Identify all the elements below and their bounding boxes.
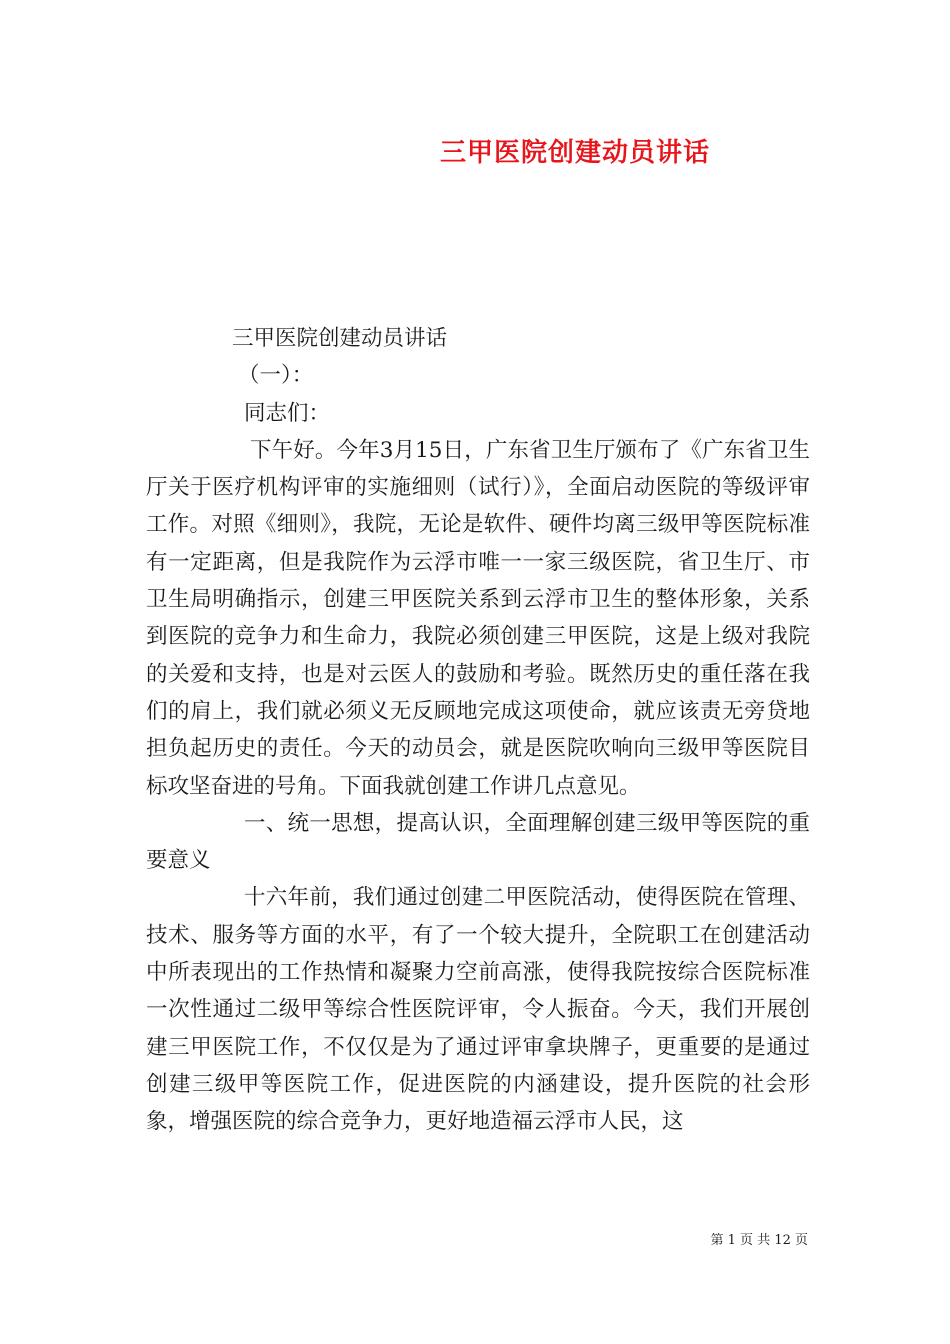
section-marker: （一）： bbox=[238, 363, 314, 389]
paragraph: 十六年前，我们通过创建二甲医院活动，使得医院在管理、技术、服务等方面的水平，有了一个较大提升，全院职工在创建活动中所表现出的工作热情和凝聚力空前高涨，使得我院按综合医院标准一次性通过二级甲等综合性医院评审，令人振奋。今天，我们开展创建三甲医院工作，不仅仅是为了通过评审拿块牌子，更重要的是通过创建三级甲等医院工作，促进医院的内涵建设，提升医院的社会形象，增强医院的综合竞争力，更好地造福云浮市人民，这 bbox=[146, 885, 810, 1135]
subtitle: 三甲医院创建动员讲话 bbox=[232, 326, 448, 351]
document-body bbox=[146, 320, 810, 1141]
section-heading: 一、统一思想，提高认识，全面理解创建三级甲等医院的重要意义 bbox=[146, 810, 810, 874]
paragraph: 下午好。今年3月15日，广东省卫生厅颁布了《广东省卫生厅关于医疗机构评审的实施细则（试行）》，全面启动医院的等级评审工作。对照《细则》，我院，无论是软件、硬件均离三级甲等医院标准有一定距离，但是我院作为云浮市唯一一家三级医院，省卫生厅、市卫生局明确指示，创建三甲医院关系到云浮市卫生的整体形象，关系到医院的竞争力和生命力，我院必须创建三甲医院，这是上级对我院的关爱和支持，也是对云医人的鼓励和考验。既然历史的重任落在我们的肩上，我们就必须义无反顾地完成这项使命，就应该责无旁贷地担负起历史的责任。今天的动员会，就是医院吹响向三级甲等医院目标攻坚奋进的号角。下面我就创建工作讲几点意见。 bbox=[146, 437, 810, 799]
greeting: 同志们： bbox=[244, 400, 331, 426]
document-title: 三甲医院创建动员讲话 bbox=[439, 138, 710, 168]
page-number: 第 1 页 共 12 页 bbox=[710, 1233, 808, 1248]
